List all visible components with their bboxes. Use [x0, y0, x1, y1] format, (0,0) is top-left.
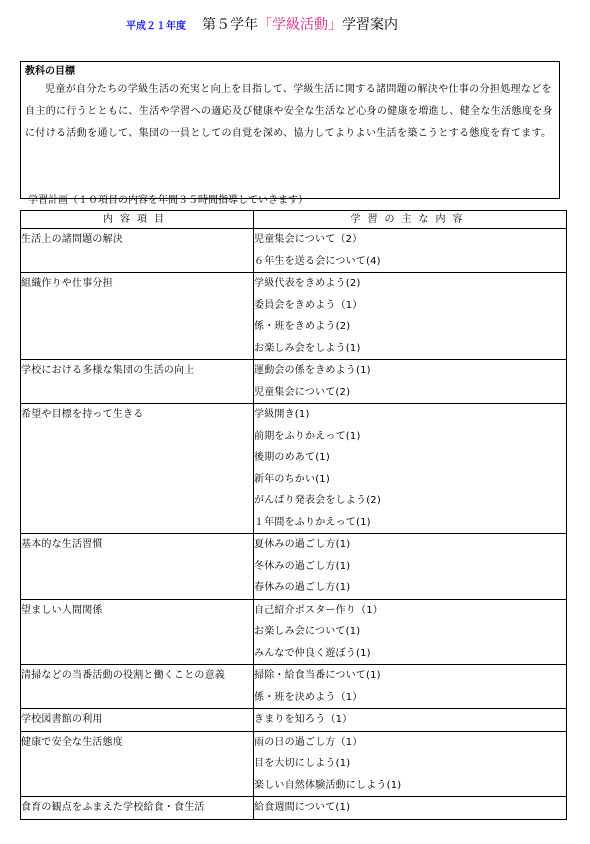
subject-label: 「学級活動」 [258, 17, 342, 33]
content-category: 組織作りや仕事分担 [21, 273, 254, 360]
main-content-list [254, 273, 567, 360]
list-item: 委員会をきめよう（1） [254, 299, 363, 311]
list-item: 冬休みの過ごし方(1) [254, 560, 351, 572]
list-item: 新年のちかい(1) [254, 473, 330, 485]
document-title [126, 14, 398, 36]
list-item: 学級代表をきめよう(2) [254, 278, 361, 289]
table-row [21, 797, 567, 820]
list-item: みんなで仲良く遊ぼう(1) [254, 647, 371, 659]
main-content-list [254, 360, 567, 404]
main-content-list [254, 731, 567, 797]
goal-text: 児童が自分たちの学級生活の充実と向上を目指して、学級生活に関する諸問題の解決や仕事の分担処理などを自主的に行うとともに、生活や学習への適応及び健康や安全な生活など心身の健康を増進し、健全な生活態度を身に付ける活動を通して、集団の一員としての自覚を深め、協力してよりよい生活を築こうとする態度を育てます。 [25, 84, 553, 140]
plan-label: 学習計画（１０項目の内容を年間３５時間指導していきます） [28, 195, 308, 206]
guide-label: 学習案内 [342, 17, 398, 33]
table-header-row [21, 211, 567, 229]
table-row [21, 404, 567, 534]
content-category: 希望や目標を持って生きる [21, 404, 254, 534]
list-item: がんばり発表会をしよう(2) [254, 495, 381, 506]
table-row [21, 709, 567, 732]
table-body [21, 229, 567, 820]
main-content-list [254, 534, 567, 600]
content-category: 望ましい人間関係 [21, 599, 254, 665]
list-item: ６年生を送る会について(4) [254, 255, 381, 267]
list-item: お楽しみ会をしよう(1) [254, 342, 361, 354]
fiscal-year: 平成２１年度 [126, 21, 186, 32]
list-item: 運動会の係をきめよう(1) [254, 365, 371, 376]
grade-label: 第５学年 [202, 17, 258, 33]
list-item: 係・班を決めよう（1） [254, 691, 363, 703]
table-row [21, 229, 567, 273]
list-item: 係・班をきめよう(2) [254, 321, 351, 332]
table-row [21, 731, 567, 797]
main-content-list [254, 797, 567, 820]
main-content-list [254, 709, 567, 732]
list-item: 自己紹介ポスター作り（1） [254, 604, 383, 616]
list-item: 雨の日の過ごし方（1） [254, 736, 363, 748]
content-item-header: 内容項目 [21, 211, 254, 229]
goal-heading: 教科の目標 [25, 66, 75, 77]
table-row [21, 534, 567, 600]
list-item: 夏休みの過ごし方(1) [254, 539, 351, 550]
study-plan-table [20, 210, 567, 820]
content-category: 清掃などの当番活動の役割と働くことの意義 [21, 665, 254, 709]
content-category: 健康で安全な生活態度 [21, 731, 254, 797]
main-content-list [254, 665, 567, 709]
table-row [21, 599, 567, 665]
content-category: 学校における多様な集団の生活の向上 [21, 360, 254, 404]
list-item: １年間をふりかえって(1) [254, 516, 371, 528]
list-item: 給食週間について(1) [254, 802, 351, 813]
subject-goal-box [20, 61, 560, 199]
content-category: 基本的な生活習慣 [21, 534, 254, 600]
content-category: 学校図書館の利用 [21, 709, 254, 732]
main-content-header: 学習の主な内容 [254, 211, 567, 229]
list-item: 学級開き(1) [254, 409, 310, 420]
list-item: 掃除・給食当番について(1) [254, 670, 381, 681]
list-item: 楽しい自然体験活動にしよう(1) [254, 779, 402, 791]
content-category: 生活上の諸問題の解決 [21, 229, 254, 273]
main-content-list [254, 229, 567, 273]
list-item: 児童集会について（2） [254, 234, 363, 245]
table-row [21, 360, 567, 404]
main-content-list [254, 599, 567, 665]
table-row [21, 273, 567, 360]
list-item: 前期をふりかえって(1) [254, 430, 361, 442]
content-category: 食育の観点をふまえた学校給食・食生活 [21, 797, 254, 820]
main-content-list [254, 404, 567, 534]
list-item: きまりを知ろう（1） [254, 714, 353, 725]
list-item: 後期のめあて(1) [254, 452, 330, 463]
list-item: 春休みの過ごし方(1) [254, 582, 351, 593]
list-item: お楽しみ会について(1) [254, 626, 361, 637]
list-item: 目を大切にしよう(1) [254, 758, 351, 769]
table-row [21, 665, 567, 709]
list-item: 児童集会について(2) [254, 386, 351, 398]
